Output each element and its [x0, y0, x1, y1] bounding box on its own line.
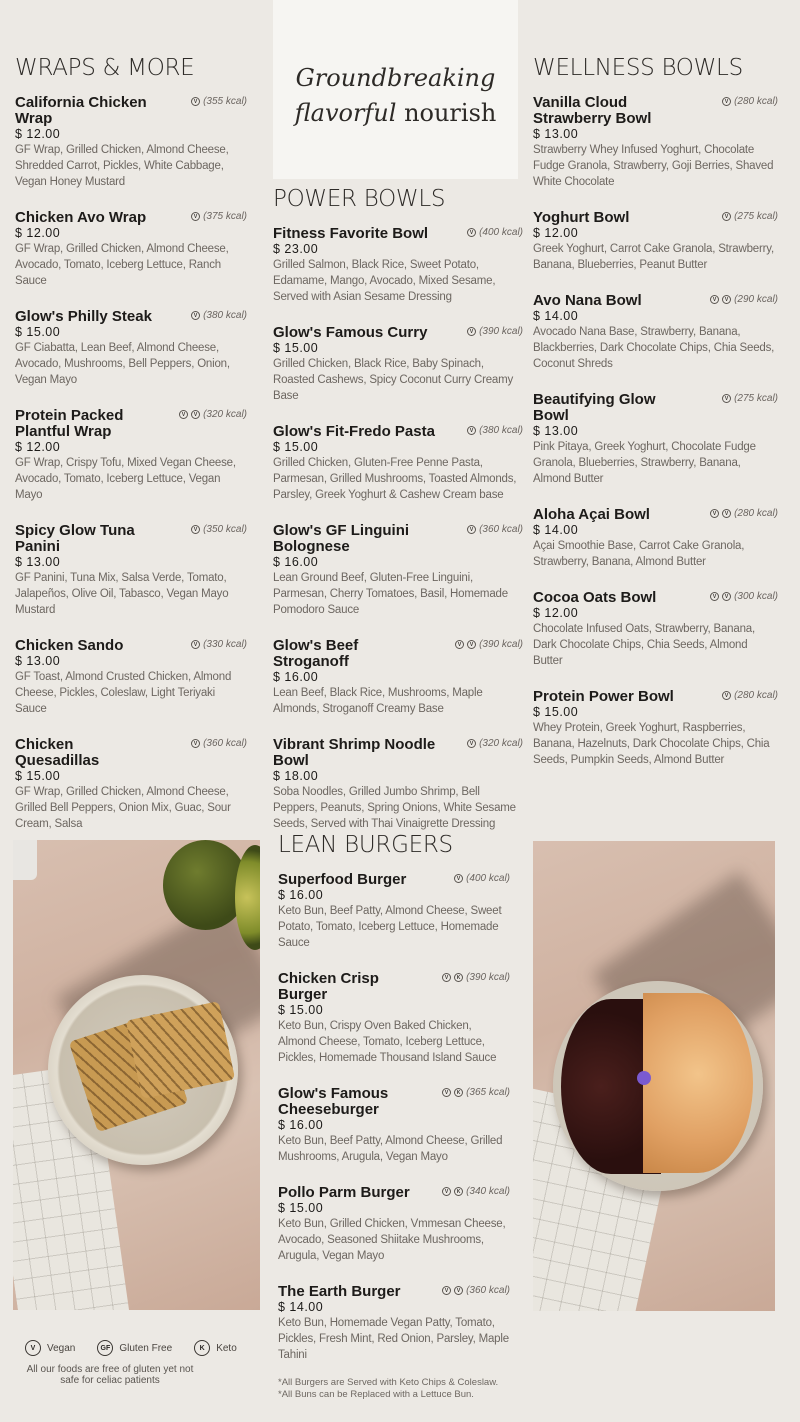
wellness-bowls-list	[533, 95, 778, 768]
menu-item-meta	[179, 409, 247, 420]
legend-label: Keto	[216, 1342, 237, 1354]
menu-item-meta	[722, 393, 778, 404]
menu-item-meta	[455, 639, 523, 650]
menu-item-kcal: (375 kcal)	[203, 211, 247, 222]
menu-item-meta	[722, 96, 778, 107]
menu-item	[15, 737, 247, 832]
menu-item-meta	[710, 508, 778, 519]
menu-item-price: $ 15.00	[278, 1003, 324, 1017]
menu-item-header	[15, 737, 247, 769]
menu-item-price: $ 15.00	[273, 341, 319, 355]
menu-item-name: Chicken Sando	[15, 637, 124, 654]
menu-item-description: GF Wrap, Crispy Tofu, Mixed Vegan Cheese, Avocado, Tomato, Iceberg Lettuce, Vegan Mayo	[15, 457, 236, 501]
menu-item-meta	[442, 1087, 510, 1098]
menu-item-header	[15, 523, 247, 555]
menu-item-kcal: (400 kcal)	[479, 227, 523, 238]
menu-item-meta	[467, 326, 523, 337]
menu-item-kcal: (320 kcal)	[479, 738, 523, 749]
menu-item	[278, 1284, 510, 1363]
menu-item-price: $ 12.00	[15, 440, 61, 454]
menu-item-header	[533, 507, 778, 523]
vegan-icon: V	[710, 509, 719, 518]
vegan-icon: V	[722, 394, 731, 403]
menu-item-kcal: (330 kcal)	[203, 639, 247, 650]
menu-item-name: The Earth Burger	[278, 1283, 401, 1300]
vegan-icon: V	[179, 410, 188, 419]
vegan-icon: V	[467, 228, 476, 237]
menu-item	[533, 590, 778, 669]
menu-item-kcal: (390 kcal)	[479, 326, 523, 337]
menu-item-name: Glow's Fit-Fredo Pasta	[273, 423, 435, 440]
gluten-free-icon: GF	[97, 1340, 113, 1356]
wellness-bowls-section	[533, 55, 778, 788]
diet-legend	[25, 1340, 255, 1386]
menu-item-name: Superfood Burger	[278, 871, 407, 888]
menu-item-kcal: (365 kcal)	[466, 1087, 510, 1098]
vegan-icon: V	[722, 97, 731, 106]
menu-item-header	[278, 872, 510, 888]
menu-item-kcal: (400 kcal)	[466, 873, 510, 884]
vegan-icon: V	[722, 509, 731, 518]
menu-item-kcal: (275 kcal)	[734, 393, 778, 404]
menu-item-header	[278, 1284, 510, 1300]
vegan-icon: V	[454, 1286, 463, 1295]
burger-note: *All Buns can be Replaced with a Lettuce Bun.	[278, 1389, 474, 1400]
menu-item-meta	[722, 690, 778, 701]
menu-item-name: Glow's Beef Stroganoff	[273, 637, 359, 670]
panini-photo	[13, 840, 260, 1310]
menu-item-description: GF Panini, Tuna Mix, Salsa Verde, Tomato, Jalapeños, Olive Oil, Tabasco, Vegan Mayo Mustard	[15, 572, 229, 616]
menu-item-meta	[722, 211, 778, 222]
menu-item	[15, 638, 247, 717]
vegan-icon: V	[442, 973, 451, 982]
menu-item-kcal: (380 kcal)	[203, 310, 247, 321]
keto-icon: K	[454, 1187, 463, 1196]
menu-item	[533, 507, 778, 570]
vegan-icon: V	[191, 410, 200, 419]
menu-item-header	[15, 95, 247, 127]
menu-item-meta	[191, 524, 247, 535]
menu-item-kcal: (390 kcal)	[479, 639, 523, 650]
menu-item-description: Keto Bun, Grilled Chicken, Vmmesan Cheese, Avocado, Seasoned Shiitake Mushrooms, Arugula, Vegan Mayo	[278, 1218, 506, 1262]
menu-item-meta	[191, 639, 247, 650]
menu-item	[533, 392, 778, 487]
menu-item-description: Soba Noodles, Grilled Jumbo Shrimp, Bell Peppers, Peanuts, Spring Onions, White Sesame Seeds, Served with Thai Vinaigrette Dressing	[273, 786, 516, 830]
menu-item-kcal: (360 kcal)	[466, 1285, 510, 1296]
menu-item-meta	[191, 738, 247, 749]
menu-item-header	[278, 971, 510, 1003]
vegan-icon: V	[467, 525, 476, 534]
menu-item-header	[533, 392, 778, 424]
menu-item-meta	[467, 227, 523, 238]
headline-rest: nourish	[396, 98, 497, 127]
menu-item-name: California Chicken Wrap	[15, 94, 147, 127]
menu-item-name: Fitness Favorite Bowl	[273, 225, 429, 242]
headline-box	[273, 0, 518, 179]
menu-item-header	[533, 590, 778, 606]
menu-item-meta	[710, 591, 778, 602]
curry-chicken	[643, 993, 753, 1173]
menu-item-header	[273, 737, 523, 769]
menu-item-kcal: (280 kcal)	[734, 690, 778, 701]
vegan-icon: V	[455, 640, 464, 649]
section-title: WRAPS & MORE	[15, 55, 195, 81]
vegan-icon: V	[467, 426, 476, 435]
menu-item-description: Lean Beef, Black Rice, Mushrooms, Maple Almonds, Stroganoff Creamy Base	[273, 687, 483, 715]
menu-item-meta	[467, 524, 523, 535]
wraps-list	[15, 95, 247, 832]
menu-item-name: Vibrant Shrimp Noodle Bowl	[273, 736, 436, 769]
menu-item	[273, 638, 523, 717]
menu-item-name: Glow's Famous Cheeseburger	[278, 1085, 389, 1118]
menu-item-name: Glow's Famous Curry	[273, 324, 428, 341]
menu-item-kcal: (355 kcal)	[203, 96, 247, 107]
celiac-note: All our foods are free of gluten yet not safe for celiac patients	[26, 1364, 194, 1386]
menu-item-meta	[467, 738, 523, 749]
menu-item-kcal: (320 kcal)	[203, 409, 247, 420]
menu-item	[15, 408, 247, 503]
menu-item	[273, 325, 523, 404]
burger-notes	[278, 1377, 510, 1401]
vegan-icon: V	[454, 874, 463, 883]
menu-item	[278, 872, 510, 951]
menu-item-name: Glow's GF Linguini Bolognese	[273, 522, 410, 555]
menu-item-price: $ 23.00	[273, 242, 319, 256]
menu-item-description: Grilled Chicken, Black Rice, Baby Spinach, Roasted Cashews, Spicy Coconut Curry Creamy Base	[273, 358, 514, 402]
menu-item	[273, 523, 523, 618]
menu-item-description: Strawberry Whey Infused Yoghurt, Chocolate Fudge Granola, Strawberry, Goji Berries, Shaved White Chocolate	[533, 144, 774, 188]
menu-item-meta	[191, 211, 247, 222]
menu-item-name: Protein Power Bowl	[533, 688, 674, 705]
menu-item-price: $ 15.00	[278, 1201, 324, 1215]
vegan-icon: V	[722, 691, 731, 700]
menu-item-header	[533, 689, 778, 705]
menu-item-description: Greek Yoghurt, Carrot Cake Granola, Strawberry, Banana, Blueberries, Peanut Butter	[533, 243, 774, 271]
menu-item-description: Açai Smoothie Base, Carrot Cake Granola, Strawberry, Banana, Almond Butter	[533, 540, 745, 568]
flower	[637, 1071, 651, 1085]
legend-gluten-free	[97, 1340, 172, 1356]
keto-icon: K	[454, 1088, 463, 1097]
menu-item-price: $ 15.00	[15, 769, 61, 783]
menu-item-header	[273, 638, 523, 670]
vegan-icon: V	[191, 97, 200, 106]
menu-item-price: $ 15.00	[533, 705, 579, 719]
menu-item-header	[273, 424, 523, 440]
menu-item-price: $ 14.00	[533, 523, 579, 537]
wraps-section	[15, 55, 247, 852]
menu-item	[273, 737, 523, 832]
menu-item-header	[273, 325, 523, 341]
menu-item-price: $ 12.00	[533, 606, 579, 620]
menu-item-description: Keto Bun, Beef Patty, Almond Cheese, Sweet Potato, Tomato, Iceberg Lettuce, Homemade Sauce	[278, 905, 502, 949]
menu-item-description: GF Wrap, Grilled Chicken, Almond Cheese, Shredded Carrot, Pickles, White Cabbage, Vegan Honey Mustard	[15, 144, 229, 188]
curry-photo	[533, 841, 775, 1311]
menu-item-kcal: (290 kcal)	[734, 294, 778, 305]
power-bowls-section	[273, 186, 523, 852]
menu-item-name: Spicy Glow Tuna Panini	[15, 522, 135, 555]
vegan-icon: V	[722, 212, 731, 221]
menu-item-header	[273, 523, 523, 555]
menu-item	[278, 1086, 510, 1165]
menu-item-header	[533, 95, 778, 127]
menu-item-description: Grilled Chicken, Gluten-Free Penne Pasta, Parmesan, Grilled Mushrooms, Toasted Almonds, Parsley, Greek Yoghurt & Cashew Cream base	[273, 457, 517, 501]
menu-item-price: $ 12.00	[15, 226, 61, 240]
menu-item	[278, 1185, 510, 1264]
legend-row	[25, 1340, 255, 1356]
menu-item-header	[533, 210, 778, 226]
menu-item	[15, 309, 247, 388]
menu-item-price: $ 13.00	[533, 424, 579, 438]
vegan-icon: V	[722, 295, 731, 304]
vegan-icon: V	[710, 295, 719, 304]
menu-item-meta	[467, 425, 523, 436]
menu-item-description: Chocolate Infused Oats, Strawberry, Banana, Dark Chocolate Chips, Chia Seeds, Almond Butter	[533, 623, 755, 667]
menu-item	[273, 226, 523, 305]
menu-item-price: $ 16.00	[278, 1118, 324, 1132]
menu-item-name: Protein Packed Plantful Wrap	[15, 407, 124, 440]
menu-item-kcal: (350 kcal)	[203, 524, 247, 535]
menu-item-meta	[191, 96, 247, 107]
burger-note: *All Burgers are Served with Keto Chips & Coleslaw.	[278, 1377, 499, 1388]
menu-item-price: $ 18.00	[273, 769, 319, 783]
menu-item-description: GF Ciabatta, Lean Beef, Almond Cheese, Avocado, Mushrooms, Bell Peppers, Onion, Vegan Mayo	[15, 342, 230, 386]
menu-item-name: Chicken Avo Wrap	[15, 209, 147, 226]
vegan-icon: V	[25, 1340, 41, 1356]
menu-item-price: $ 12.00	[533, 226, 579, 240]
vegan-icon: V	[722, 592, 731, 601]
menu-item	[533, 210, 778, 273]
legend-label: Vegan	[47, 1342, 76, 1354]
menu-item-name: Beautifying Glow Bowl	[533, 391, 656, 424]
headline-line2	[295, 95, 497, 131]
menu-item	[15, 210, 247, 289]
menu-item-meta	[442, 1186, 510, 1197]
menu-item-name: Avo Nana Bowl	[533, 292, 642, 309]
vegan-icon: V	[467, 327, 476, 336]
menu-item-description: Keto Bun, Beef Patty, Almond Cheese, Grilled Mushrooms, Arugula, Vegan Mayo	[278, 1135, 503, 1163]
menu-item-meta	[191, 310, 247, 321]
vegan-icon: V	[191, 525, 200, 534]
menu-item-description: Avocado Nana Base, Strawberry, Banana, Blackberries, Dark Chocolate Chips, Chia Seeds, Coconut Shreds	[533, 326, 775, 370]
cup-corner	[13, 840, 37, 880]
menu-item-name: Cocoa Oats Bowl	[533, 589, 657, 606]
menu-item-header	[15, 638, 247, 654]
section-title: LEAN BURGERS	[278, 832, 453, 858]
menu-item-description: Grilled Salmon, Black Rice, Sweet Potato, Edamame, Mango, Avocado, Mixed Sesame, Served with Asian Sesame Dressing	[273, 259, 496, 303]
section-title: WELLNESS BOWLS	[533, 55, 743, 81]
power-bowls-list	[273, 226, 523, 832]
menu-item-price: $ 12.00	[15, 127, 61, 141]
menu-item-description: Keto Bun, Crispy Oven Baked Chicken, Almond Cheese, Tomato, Iceberg Lettuce, Pickles, Homemade Thousand Island Sauce	[278, 1020, 497, 1064]
menu-item-price: $ 16.00	[273, 555, 319, 569]
menu-item-kcal: (380 kcal)	[479, 425, 523, 436]
menu-item-name: Glow's Philly Steak	[15, 308, 152, 325]
vegan-icon: V	[442, 1187, 451, 1196]
menu-item	[533, 95, 778, 190]
menu-item-description: Keto Bun, Homemade Vegan Patty, Tomato, Pickles, Fresh Mint, Red Onion, Parsley, Maple Tahini	[278, 1317, 509, 1361]
menu-item-kcal: (360 kcal)	[203, 738, 247, 749]
menu-item-meta	[442, 972, 510, 983]
menu-item-kcal: (300 kcal)	[734, 591, 778, 602]
menu-item	[273, 424, 523, 503]
menu-item	[533, 689, 778, 768]
menu-item-description: Lean Ground Beef, Gluten-Free Linguini, Parmesan, Cherry Tomatoes, Basil, Homemade Pomodoro Sauce	[273, 572, 508, 616]
menu-item-header	[273, 226, 523, 242]
menu-item-meta	[454, 873, 510, 884]
menu-item-price: $ 14.00	[533, 309, 579, 323]
menu-item	[278, 971, 510, 1066]
menu-item-description: GF Toast, Almond Crusted Chicken, Almond Cheese, Pickles, Coleslaw, Light Teriyaki Sauce	[15, 671, 232, 715]
vegan-icon: V	[442, 1088, 451, 1097]
menu-item-price: $ 16.00	[273, 670, 319, 684]
menu-item-price: $ 16.00	[278, 888, 324, 902]
menu-item-header	[15, 210, 247, 226]
burgers-list	[278, 872, 510, 1363]
menu-item-price: $ 13.00	[533, 127, 579, 141]
menu-item	[533, 293, 778, 372]
menu-item-name: Pollo Parm Burger	[278, 1184, 410, 1201]
menu-item-description: Pink Pitaya, Greek Yoghurt, Chocolate Fudge Granola, Blueberries, Strawberry, Banana, Almond Butter	[533, 441, 756, 485]
vegan-icon: V	[191, 311, 200, 320]
menu-item-kcal: (275 kcal)	[734, 211, 778, 222]
menu-item-price: $ 13.00	[15, 654, 61, 668]
menu-item-description: GF Wrap, Grilled Chicken, Almond Cheese, Grilled Bell Peppers, Onion Mix, Guac, Sour Cream, Salsa	[15, 786, 231, 830]
legend-keto	[194, 1340, 237, 1356]
burgers-section	[278, 832, 510, 1401]
menu-item-kcal: (390 kcal)	[466, 972, 510, 983]
vegan-icon: V	[467, 739, 476, 748]
vegan-icon: V	[467, 640, 476, 649]
menu-item-meta	[710, 294, 778, 305]
menu-item-kcal: (280 kcal)	[734, 508, 778, 519]
section-title: POWER BOWLS	[273, 186, 446, 212]
menu-item-kcal: (360 kcal)	[479, 524, 523, 535]
menu-item-kcal: (340 kcal)	[466, 1186, 510, 1197]
menu-item-header	[15, 309, 247, 325]
menu-item-kcal: (280 kcal)	[734, 96, 778, 107]
vegan-icon: V	[191, 640, 200, 649]
legend-label: Gluten Free	[119, 1342, 173, 1354]
menu-item-meta	[442, 1285, 510, 1296]
menu-item-name: Chicken Quesadillas	[15, 736, 100, 769]
menu-item-price: $ 15.00	[15, 325, 61, 339]
menu-item-header	[278, 1086, 510, 1118]
headline-line1: Groundbreaking	[295, 63, 496, 92]
vegan-icon: V	[710, 592, 719, 601]
menu-item-header	[533, 293, 778, 309]
menu-item-name: Aloha Açai Bowl	[533, 506, 650, 523]
menu-item-header	[15, 408, 247, 440]
legend-vegan	[25, 1340, 75, 1356]
menu-item-name: Chicken Crisp Burger	[278, 970, 379, 1003]
menu-item-description: Whey Protein, Greek Yoghurt, Raspberries, Banana, Hazelnuts, Dark Chocolate Chips, Chia Seeds, Pumpkin Seeds, Almond Butter	[533, 722, 770, 766]
menu-item	[15, 95, 247, 190]
vegan-icon: V	[191, 212, 200, 221]
menu-item-price: $ 15.00	[273, 440, 319, 454]
menu-item-price: $ 13.00	[15, 555, 61, 569]
keto-icon: K	[454, 973, 463, 982]
menu-item-header	[278, 1185, 510, 1201]
headline-italic-word: flavorful	[294, 98, 397, 127]
menu-item-name: Vanilla Cloud Strawberry Bowl	[533, 94, 652, 127]
vegan-icon: V	[442, 1286, 451, 1295]
menu-item-price: $ 14.00	[278, 1300, 324, 1314]
keto-icon: K	[194, 1340, 210, 1356]
vegan-icon: V	[191, 739, 200, 748]
menu-item-description: GF Wrap, Grilled Chicken, Almond Cheese, Avocado, Tomato, Iceberg Lettuce, Ranch Sauce	[15, 243, 229, 287]
menu-item-name: Yoghurt Bowl	[533, 209, 630, 226]
menu-item	[15, 523, 247, 618]
